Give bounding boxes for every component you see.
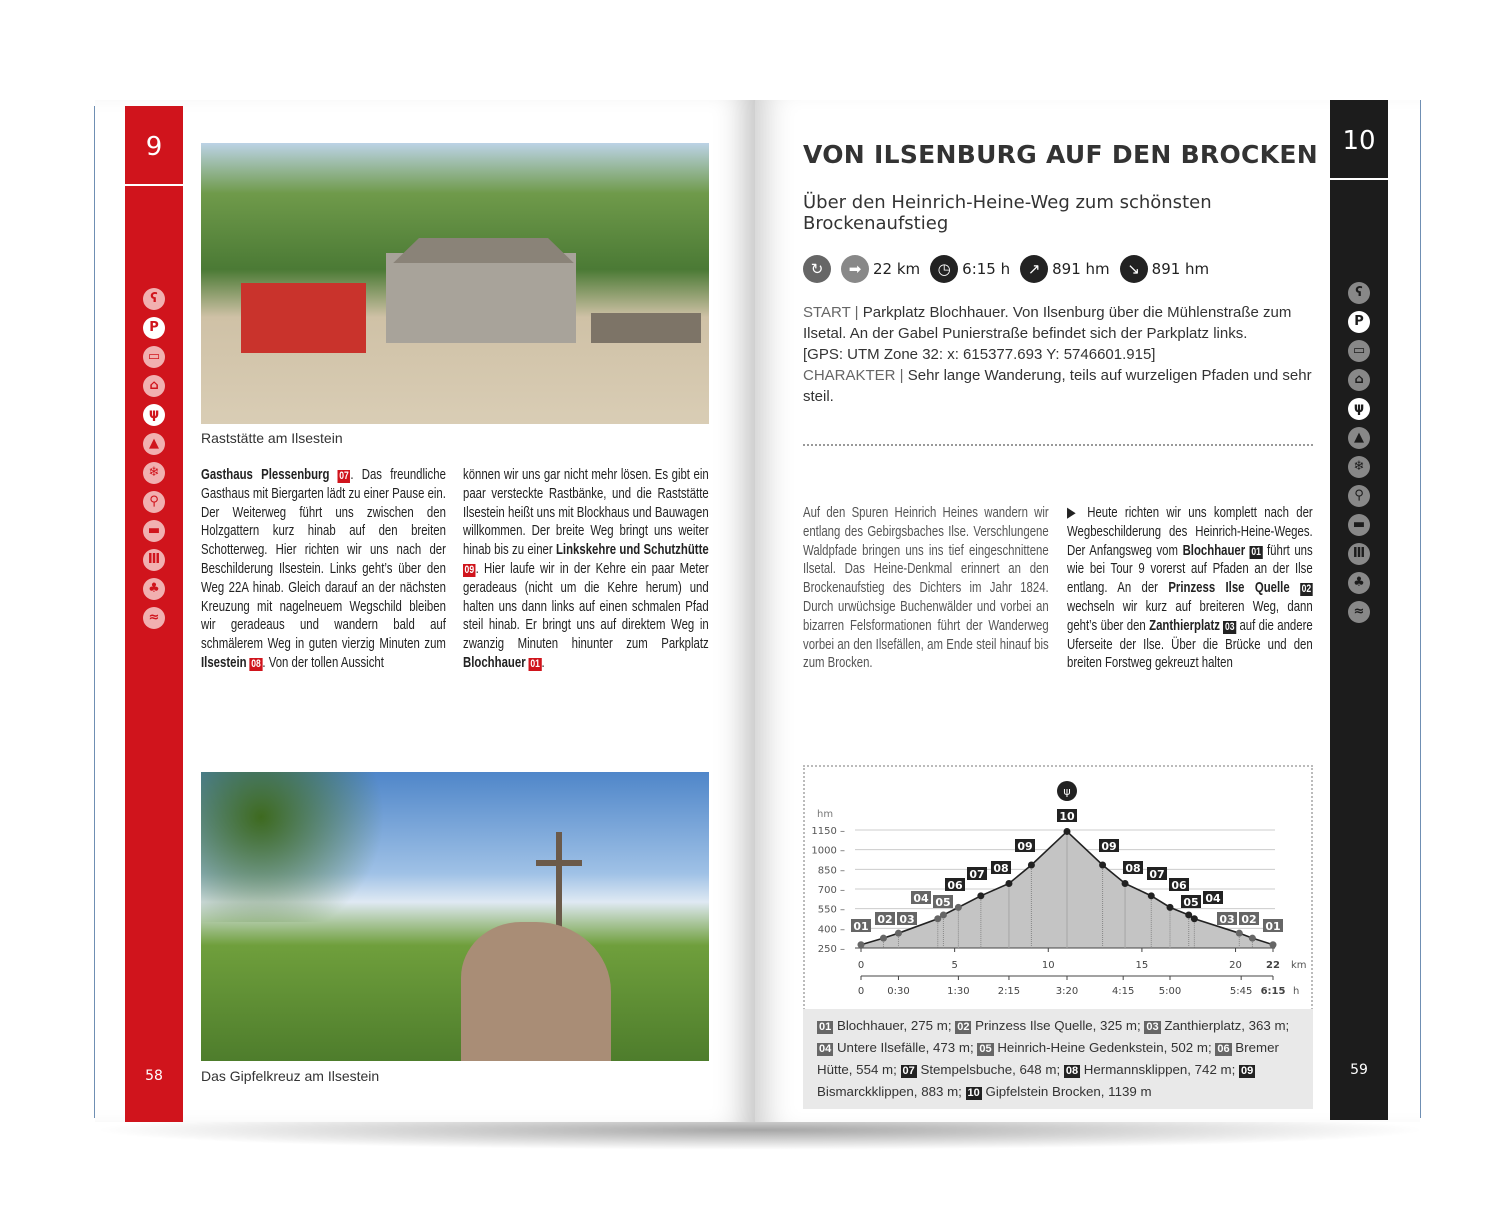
waypoint-dot xyxy=(1191,915,1198,922)
divider xyxy=(125,184,183,186)
time-tick-label: 3:20 xyxy=(1055,986,1079,997)
loop-icon: ↻ xyxy=(803,255,831,283)
waypoint-label: Bismarckklippen, 883 m; xyxy=(817,1084,966,1099)
text: Auf den Spuren Heinrich Heines wandern wir entlang des Gebirgsbaches Ilse. Verschlungene Waldpfade bringen uns ins tief eingeschnittene Ilsetal. Das Heine-Denkmal erinnert an den Brockenaufstieg des Dichters im Jahr 1824. Durch urwüchsige Buchenwälder und vorbei an bizarren Felsformationen führt der Wanderweg vorbei an den Ilsefällen, am Ende steil hinauf bis zum Brocken. xyxy=(803,505,1049,672)
waypoint-label: Zanthierplatz, 363 m; xyxy=(1160,1018,1290,1033)
elevation-chart xyxy=(805,767,1311,1010)
y-tick-label: 700 – xyxy=(817,885,845,896)
forest-icon: ♣ xyxy=(143,578,165,600)
waypoint-dot xyxy=(1249,935,1256,942)
text: . Von der tollen Aussicht xyxy=(262,654,384,671)
waypoint-badge: 04 xyxy=(819,1043,832,1055)
waypoint-number: 07 xyxy=(1149,868,1165,881)
photo-raststaette xyxy=(201,143,709,424)
restaurant-glyph: ψ xyxy=(1063,785,1071,798)
time-tick-label: 1:30 xyxy=(947,986,970,997)
waypoint-label: Blochhauer, 275 m; xyxy=(833,1018,956,1033)
divider xyxy=(803,444,1313,446)
waypoint-number: 06 xyxy=(947,879,963,892)
waypoint-label: Stempelsbuche, 648 m; xyxy=(916,1062,1064,1077)
time-tick-label: 0:30 xyxy=(887,986,910,997)
waypoint-badge: 03 xyxy=(1224,620,1235,633)
place-name: Prinzess Ilse Quelle xyxy=(1168,580,1290,597)
waypoint-badge: 03 xyxy=(1146,1021,1159,1033)
y-tick-label: 550 – xyxy=(817,904,845,916)
ascent: 891 hm xyxy=(1052,260,1110,278)
x-tick-label: 20 xyxy=(1229,960,1242,971)
bear-icon: ʕ xyxy=(1348,282,1370,304)
waypoint-badge: 07 xyxy=(339,470,349,482)
waypoint-number: 01 xyxy=(1265,920,1281,933)
waypoint-dot xyxy=(1167,904,1174,911)
gps-label: [GPS: UTM Zone 32: xyxy=(803,346,944,363)
waypoint-dot xyxy=(1005,880,1012,887)
photo-gipfelkreuz xyxy=(201,772,709,1061)
waypoint-number: 02 xyxy=(877,913,893,926)
waypoint-dot xyxy=(880,935,887,942)
text-column xyxy=(1067,504,1313,673)
clock-icon: ◷ xyxy=(930,255,958,283)
text xyxy=(1290,580,1300,596)
text-column xyxy=(463,466,709,673)
text-column xyxy=(201,466,446,673)
chapter-tab-left xyxy=(125,106,183,1122)
bed-icon: ▬ xyxy=(1348,514,1370,536)
page-number: 59 xyxy=(1350,1062,1368,1078)
summit-icon: ▲ xyxy=(1348,427,1370,449)
museum-icon: Ⅲ xyxy=(1348,543,1370,565)
waypoint-badge: 02 xyxy=(1301,583,1312,596)
text: . xyxy=(541,654,545,671)
waypoint-number: 07 xyxy=(969,868,985,881)
time-tick-label: 6:15 xyxy=(1260,986,1286,997)
restaurant-icon: ψ xyxy=(1348,398,1370,420)
bus-icon: ▭ xyxy=(143,346,165,368)
place-name: Blochhauer xyxy=(463,654,526,671)
waypoint-badge: 01 xyxy=(530,657,540,670)
text: führt uns wie bei Tour 9 vorerst auf Pfaden an der Ilse entlang. An der xyxy=(1067,542,1313,597)
tour-facts xyxy=(803,255,1209,283)
waypoint-badge: 01 xyxy=(1251,545,1261,558)
waypoint-number: 02 xyxy=(1241,913,1257,926)
gps-text: x: 615377.693 Y: 5746601.915] xyxy=(943,346,1156,363)
waypoint-dot xyxy=(1236,930,1243,937)
photo-caption: Raststätte am Ilsestein xyxy=(201,430,343,446)
tour-info xyxy=(803,302,1313,407)
waypoint-number: 03 xyxy=(899,913,915,926)
waypoint-label: Untere Ilsefälle, 473 m; xyxy=(833,1040,978,1055)
waypoint-badge: 08 xyxy=(1065,1065,1079,1077)
intro-column xyxy=(803,504,1049,673)
waypoint-label: Bremer Hütte, 554 m; xyxy=(817,1040,1279,1077)
text: auf die andere Uferseite der Ilse. Über die Brücke und den breiten Forstweg gekreuzt halten xyxy=(1067,617,1313,672)
y-tick-label: 1000 – xyxy=(811,845,845,857)
y-tick-label: 850 – xyxy=(817,865,845,877)
waypoint-badge: 02 xyxy=(957,1021,970,1033)
winter-icon: ❄ xyxy=(1348,456,1370,478)
place-name: Zanthierplatz xyxy=(1149,617,1220,634)
ascent-icon: ↗ xyxy=(1020,255,1048,283)
waypoint-number: 01 xyxy=(853,920,869,933)
duration: 6:15 h xyxy=(962,260,1011,278)
waypoint-label: Prinzess Ilse Quelle, 325 m; xyxy=(971,1018,1145,1033)
bed-icon: ▬ xyxy=(143,520,165,542)
waypoint-number: 09 xyxy=(1017,840,1033,853)
bus-icon: ▭ xyxy=(1348,340,1370,362)
waypoint-badge: 09 xyxy=(464,563,475,576)
page-title: VON ILSENBURG AUF DEN BROCKEN xyxy=(803,140,1318,169)
parking-icon: P xyxy=(1348,311,1370,333)
waypoint-number: 04 xyxy=(913,892,929,905)
descent-icon: ↘ xyxy=(1120,255,1148,283)
waypoint-dot xyxy=(977,892,984,899)
descent: 891 hm xyxy=(1151,260,1210,278)
time-tick-label: 5:45 xyxy=(1229,986,1253,997)
waypoint-dot xyxy=(1148,892,1155,899)
text xyxy=(329,467,337,483)
swim-icon: ≈ xyxy=(143,607,165,629)
waypoint-number: 03 xyxy=(1219,913,1235,926)
elevation-profile xyxy=(803,765,1313,1010)
museum-icon: Ⅲ xyxy=(143,549,165,571)
waypoint-dot xyxy=(895,930,902,937)
waypoint-legend xyxy=(803,1009,1313,1109)
time-tick-label: 4:15 xyxy=(1111,986,1135,997)
cable-car-icon: ⌂ xyxy=(1348,369,1370,391)
y-unit: hm xyxy=(817,809,834,820)
start-text: Parkplatz Blochhauer. Von Ilsenburg über die Mühlenstraße zum Ilsetal. An der Gabel Punierstraße befindet sich der Parkplatz links. xyxy=(803,304,1292,342)
x-tick-label: 22 xyxy=(1266,960,1280,971)
waypoint-dot xyxy=(940,911,947,918)
waypoint-badge: 07 xyxy=(902,1065,915,1077)
waypoint-number: 05 xyxy=(1183,896,1199,909)
waypoint-dot xyxy=(955,904,962,911)
text: . Das freundliche Gasthaus mit Biergarten lädt zu einer Pause ein. Der Weiterweg führt uns zwischen den Holzgattern kurz hinab auf den breiten Schotterweg. Hier richten wir uns nach der Beschilderung Ilsestein. Links geht’s über den Weg 22A hinab. Gleich darauf an der nächsten Kreuzung mit nagelneuem Wegschild bleiben wir geradeaus und wandern bald auf schmälerem Weg in guten vierzig Minuten zum xyxy=(201,467,446,653)
text: ▶ Heute richten wir uns komplett nach der Wegbeschilderung des Heinrich-Heine-Weges. Der Anfangsweg vom xyxy=(1067,505,1313,559)
character-label: CHARAKTER | xyxy=(803,367,904,384)
tour-number: 10 xyxy=(1342,126,1376,156)
cable-car-icon: ⌂ xyxy=(143,375,165,397)
waypoint-label: Hermannsklippen, 742 m; xyxy=(1080,1062,1240,1077)
character-text: Sehr lange Wanderung, teils auf wurzeligen Pfaden und sehr steil. xyxy=(803,367,1312,405)
summit-icon: ▲ xyxy=(143,433,165,455)
waypoint-dot xyxy=(1270,941,1277,948)
waypoint-dot xyxy=(1028,862,1035,869)
y-tick-label: 1150 – xyxy=(811,826,845,837)
place-name: Blochhauer xyxy=(1182,542,1246,559)
feature-icons xyxy=(141,288,167,636)
chapter-tab-right xyxy=(1330,100,1388,1120)
winter-icon: ❄ xyxy=(143,462,165,484)
waypoint-number: 08 xyxy=(1125,862,1141,875)
place-name: Ilsestein xyxy=(201,654,247,671)
text: können wir uns gar nicht mehr lösen. Es gibt ein paar versteckte Rastbänke, und die Raststätte Ilsestein heißt uns mit Blockhaus und Bauwagen willkommen. Der breite Weg bringt uns weiter hinab bis zu einer xyxy=(463,467,709,559)
waypoint-dot xyxy=(858,941,865,948)
bear-icon: ʕ xyxy=(143,288,165,310)
waypoint-number: 08 xyxy=(993,862,1009,875)
waypoint-number: 10 xyxy=(1059,810,1075,823)
time-tick-label: 5:00 xyxy=(1158,986,1182,997)
waypoint-badge: 01 xyxy=(819,1021,832,1033)
x-tick-label: 10 xyxy=(1041,960,1055,971)
waypoint-label: Gipfelstein Brocken, 1139 m xyxy=(981,1084,1152,1099)
waypoint-badge: 10 xyxy=(967,1087,980,1099)
time-unit: h xyxy=(1293,986,1300,997)
page-number: 58 xyxy=(145,1068,163,1084)
waypoint-dot xyxy=(1099,862,1106,869)
place-name: Linkskehre und Schutzhütte xyxy=(555,542,709,559)
x-tick-label: 15 xyxy=(1135,960,1149,971)
waypoint-dot xyxy=(1122,880,1129,887)
x-tick-label: 0 xyxy=(857,960,865,971)
waypoint-badge: 05 xyxy=(979,1043,992,1055)
place-name: Gasthaus Plessenburg xyxy=(201,467,330,483)
waypoint-label: Heinrich-Heine Gedenkstein, 502 m; xyxy=(993,1040,1216,1055)
bike-icon: ⚲ xyxy=(143,491,165,513)
feature-icons xyxy=(1346,282,1372,630)
photo-caption: Das Gipfelkreuz am Ilsestein xyxy=(201,1068,380,1084)
tour-number: 9 xyxy=(145,132,163,162)
waypoint-number: 05 xyxy=(935,896,951,909)
y-tick-label: 250 – xyxy=(817,944,845,955)
signpost-icon: ➡ xyxy=(841,255,869,283)
restaurant-icon: ψ xyxy=(143,404,165,426)
swim-icon: ≈ xyxy=(1348,601,1370,623)
forest-icon: ♣ xyxy=(1348,572,1370,594)
parking-icon: P xyxy=(143,317,165,339)
waypoint-number: 09 xyxy=(1101,840,1117,853)
waypoint-badge: 08 xyxy=(251,657,261,670)
divider xyxy=(1330,178,1388,180)
bike-icon: ⚲ xyxy=(1348,485,1370,507)
waypoint-badge: 09 xyxy=(1241,1065,1254,1077)
waypoint-number: 04 xyxy=(1205,892,1221,905)
distance: 22 km xyxy=(873,260,921,278)
waypoint-dot xyxy=(1064,828,1071,835)
text: wechseln wir kurz auf breiteren Weg, dann geht’s über den xyxy=(1067,598,1313,634)
start-label: START | xyxy=(803,304,859,321)
waypoint-number: 06 xyxy=(1171,879,1187,892)
x-tick-label: 5 xyxy=(951,960,958,971)
time-tick-label: 2:15 xyxy=(997,986,1021,997)
text: . Hier laufe wir in der Kehre ein paar Meter geradeaus (nicht um die Kehre herum) und halten uns dann links auf einen schmalen Pfad steil hinab. Er bringt uns auf direktem Weg in zwanzig Minuten hinunter zum Parkplatz xyxy=(463,560,709,653)
x-unit: km xyxy=(1291,960,1307,971)
subtitle: Über den Heinrich-Heine-Weg zum schönsten Brockenaufstieg xyxy=(803,192,1212,234)
y-tick-label: 400 – xyxy=(817,924,845,936)
waypoint-badge: 06 xyxy=(1217,1043,1230,1055)
time-tick-label: 0 xyxy=(857,986,865,997)
